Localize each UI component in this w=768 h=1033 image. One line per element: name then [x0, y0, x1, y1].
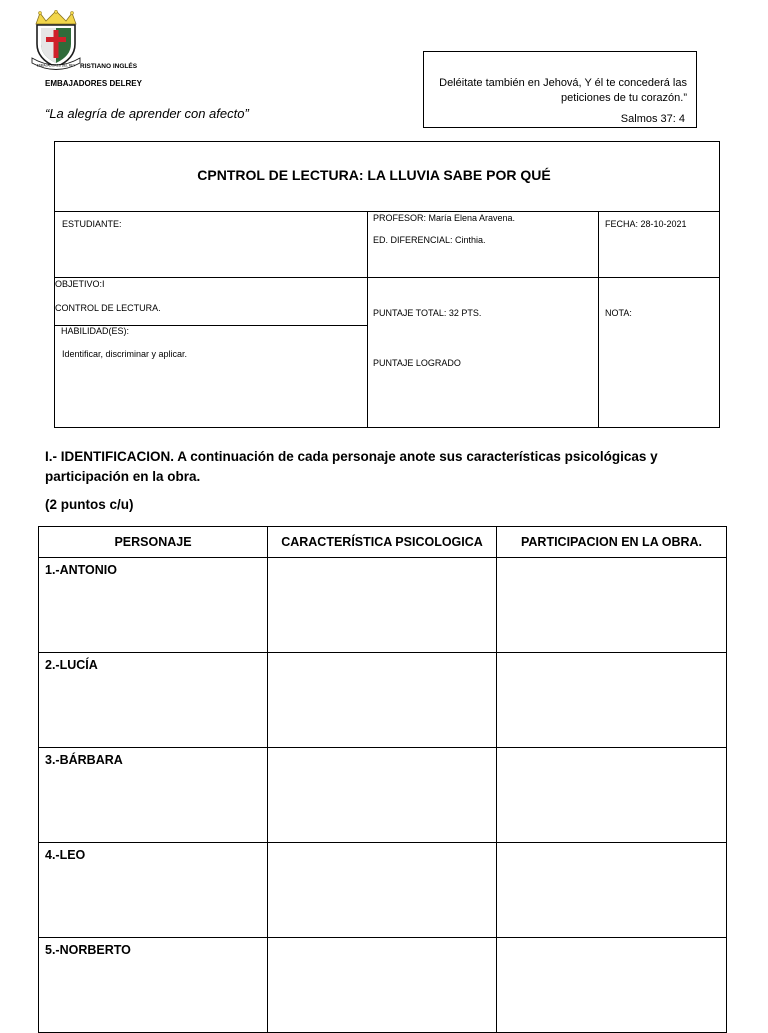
verse-text: Deléitate también en Jehová, Y él te concederá las peticiones de tu corazón.”: [439, 77, 687, 104]
crown-icon: [36, 10, 76, 24]
answer-cell-participation[interactable]: [497, 938, 727, 1033]
school-motto: “La alegría de aprender con afecto”: [45, 106, 249, 121]
school-name-line2: EMBAJADORES DELREY: [45, 79, 142, 88]
answer-cell-psychological[interactable]: [268, 558, 497, 653]
column-header-character: PERSONAJE: [39, 527, 268, 558]
skills-label: HABILIDAD(ES):: [61, 326, 130, 336]
answer-cell-psychological[interactable]: [268, 938, 497, 1033]
answer-cell-psychological[interactable]: [268, 653, 497, 748]
section-points: (2 puntos c/u): [45, 497, 134, 512]
character-name: 1.-ANTONIO: [39, 558, 268, 653]
characters-table: [38, 526, 727, 1033]
info-table: [54, 141, 720, 428]
column-header-participation: PARTICIPACION EN LA OBRA.: [497, 527, 727, 558]
character-name: 3.-BÁRBARA: [39, 748, 268, 843]
diferencial-label: ED. DIFERENCIAL: Cinthia.: [373, 235, 486, 245]
skills-value: Identificar, discriminar y aplicar.: [62, 349, 188, 359]
answer-cell-participation[interactable]: [497, 843, 727, 938]
verse-reference: Salmos 37: 4: [620, 113, 685, 125]
table-row: [39, 938, 727, 1033]
grade-label: NOTA:: [605, 308, 632, 318]
page-title: CPNTROL DE LECTURA: LA LLUVIA SABE POR QUÉ: [197, 167, 551, 183]
objective-value: CONTROL DE LECTURA.: [55, 303, 161, 313]
section-heading: I.- IDENTIFICACION. A continuación de cada personaje anote sus características psicológicas y participación en la obra.: [45, 449, 658, 484]
objective-label: OBJETIVO:I: [55, 279, 105, 289]
score-achieved-label: PUNTAJE LOGRADO: [373, 358, 461, 368]
answer-cell-participation[interactable]: [497, 558, 727, 653]
column-header-psychological: CARACTERÍSTICA PSICOLOGICA: [268, 527, 497, 558]
total-score-label: PUNTAJE TOTAL: 32 PTS.: [373, 308, 482, 318]
table-row: [39, 843, 727, 938]
table-row: [39, 748, 727, 843]
answer-cell-psychological[interactable]: [268, 748, 497, 843]
character-name: 2.-LUCÍA: [39, 653, 268, 748]
school-logo: [30, 10, 82, 72]
table-row: [39, 653, 727, 748]
date-label: FECHA: 28-10-2021: [605, 219, 687, 229]
character-name: 4.-LEO: [39, 843, 268, 938]
table-header-row: [39, 527, 727, 558]
table-row: [39, 558, 727, 653]
svg-text:EMBAJADORES DEL REY: EMBAJADORES DEL REY: [36, 63, 76, 68]
school-name-line1: RISTIANO INGLÉS: [80, 63, 138, 70]
teacher-label: PROFESOR: María Elena Aravena.: [373, 213, 516, 223]
student-label: ESTUDIANTE:: [62, 219, 122, 229]
answer-cell-psychological[interactable]: [268, 843, 497, 938]
verse-box: [423, 51, 697, 128]
character-name: 5.-NORBERTO: [39, 938, 268, 1033]
answer-cell-participation[interactable]: [497, 653, 727, 748]
answer-cell-participation[interactable]: [497, 748, 727, 843]
